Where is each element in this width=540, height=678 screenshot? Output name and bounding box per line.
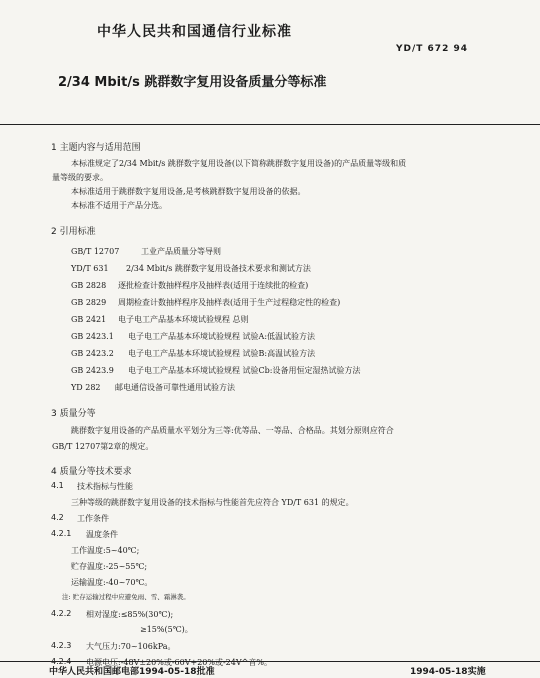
working-temperature: 工作温度:5~40℃; (71, 546, 140, 555)
section-4-heading: 4 质量分等技术要求 (51, 467, 132, 477)
reference-code: YD 282 (71, 383, 101, 392)
section-1-para-1-cont: 量等级的要求。 (52, 173, 108, 182)
clause-4-2-number: 4.2 (51, 513, 64, 522)
clause-4-1-number: 4.1 (51, 481, 64, 490)
atmospheric-pressure: 大气压力:70~106kPa。 (86, 642, 176, 651)
reference-title: 工业产品质量分等导则 (141, 247, 221, 256)
section-1-para-1: 本标准规定了2/34 Mbit/s 跳群数字复用设备(以下简称跳群数字复用设备)的产品质量等级和质 (71, 159, 407, 168)
reference-code: GB 2423.2 (71, 349, 114, 358)
clause-4-2-1-title: 温度条件 (86, 530, 118, 539)
clause-4-2-2-number: 4.2.2 (51, 609, 72, 618)
reference-item (71, 365, 360, 376)
reference-item (71, 314, 249, 325)
reference-title: 电子电工产品基本环境试验规程 试验A:低温试验方法 (128, 332, 316, 341)
section-1-heading: 1 主题内容与适用范围 (51, 143, 141, 153)
relative-humidity-low: ≥15%(5℃)。 (140, 625, 193, 634)
relative-humidity-high: 相对湿度:≤85%(30℃); (86, 610, 174, 619)
reference-code: GB 2828 (71, 281, 107, 290)
reference-title: 电子电工产品基本环境试验规程 试验Cb:设备用恒定湿热试验方法 (128, 366, 361, 375)
section-3-para-cont: GB/T 12707第2章的规定。 (52, 442, 154, 451)
document-title: 2/34 Mbit/s 跳群数字复用设备质量分等标准 (58, 75, 327, 90)
reference-code: GB 2421 (71, 315, 107, 324)
section-3-para: 跳群数字复用设备的产品质量水平划分为三等:优等品、一等品、合格品。其划分原则应符合 (71, 426, 394, 435)
reference-title: 电子电工产品基本环境试验规程 试验B:高温试验方法 (128, 349, 316, 358)
reference-code: GB 2423.9 (71, 366, 114, 375)
reference-title: 电子电工产品基本环境试验规程 总则 (118, 315, 249, 324)
header-rule (0, 124, 540, 125)
clause-4-1-title: 技术指标与性能 (77, 482, 133, 491)
transport-temperature: 运输温度:-40~70℃。 (71, 578, 153, 587)
section-1-para-2: 本标准适用于跳群数字复用设备,是考核跳群数字复用设备的依据。 (71, 187, 306, 196)
reference-item (71, 297, 340, 308)
reference-item (71, 331, 315, 342)
reference-item (71, 348, 315, 359)
reference-title: 邮电通信设备可靠性通用试验方法 (115, 383, 235, 392)
reference-code: YD/T 631 (71, 264, 109, 273)
clause-4-2-4-number: 4.2.4 (51, 657, 72, 666)
reference-code: GB/T 12707 (71, 247, 120, 256)
note: 注: 贮存运输过程中应避免雨、雪、霜淋袭。 (62, 593, 190, 601)
reference-item (71, 382, 235, 393)
implementation-date: 1994-05-18实施 (410, 667, 486, 677)
footer-rule (0, 661, 540, 662)
clause-4-2-3-number: 4.2.3 (51, 641, 72, 650)
approval-line: 中华人民共和国邮电部1994-05-18批准 (49, 667, 215, 677)
reference-code: GB 2423.1 (71, 332, 114, 341)
clause-4-1-text: 三种等级的跳群数字复用设备的技术指标与性能首先应符合 YD/T 631 的规定。 (71, 498, 354, 507)
section-2-heading: 2 引用标准 (51, 227, 96, 237)
reference-item (71, 263, 311, 274)
storage-temperature: 贮存温度:-25~55℃; (71, 562, 148, 571)
issuing-organization: 中华人民共和国通信行业标准 (97, 24, 292, 40)
standard-number: YD/T 672 94 (396, 44, 468, 54)
clause-4-2-title: 工作条件 (77, 514, 109, 523)
power-supply-voltage: 电源电压:-48V±20%或-60V+20%或-24V^音%。 (86, 658, 272, 667)
section-1-para-3: 本标准不适用于产品分选。 (71, 201, 167, 210)
reference-title: 2/34 Mbit/s 跳群数字复用设备技术要求和测试方法 (126, 264, 311, 273)
reference-code: GB 2829 (71, 298, 107, 307)
section-3-heading: 3 质量分等 (51, 409, 96, 419)
reference-title: 周期检查计数抽样程序及抽样表(适用于生产过程稳定性的检查) (118, 298, 341, 307)
reference-title: 逐批检查计数抽样程序及抽样表(适用于连续批的检查) (118, 281, 309, 290)
clause-4-2-1-number: 4.2.1 (51, 529, 72, 538)
reference-item (71, 246, 221, 257)
reference-item (71, 280, 308, 291)
